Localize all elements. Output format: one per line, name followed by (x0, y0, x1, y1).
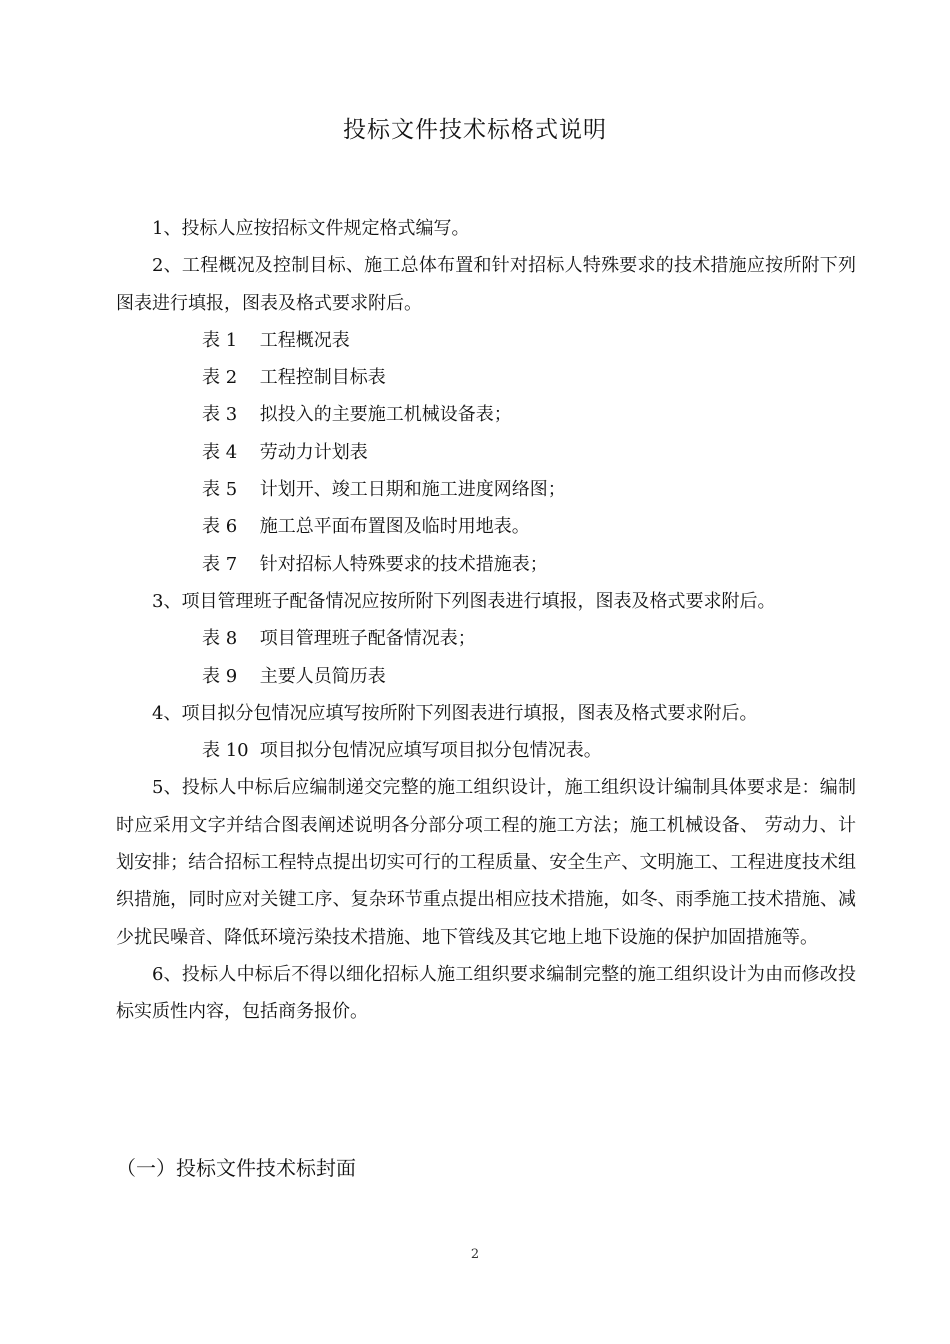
table-list-item (116, 359, 856, 396)
table-list-item (116, 434, 856, 471)
table-number: 表 7 (202, 553, 238, 575)
table-list-item (116, 471, 856, 508)
table-number: 表 2 (202, 367, 238, 389)
paragraph-6: 6、投标人中标后不得以细化招标人施工组织要求编制完整的施工组织设计为由而修改投标实质性内容，包括商务报价。 (116, 963, 856, 1023)
table-name: 项目拟分包情况应填写项目拟分包情况表。 (259, 740, 602, 762)
table-list-item (116, 508, 856, 545)
table-name: 工程概况表 (259, 329, 350, 351)
page-title: 投标文件技术标格式说明 (343, 117, 607, 143)
table-number: 表 5 (202, 479, 238, 501)
paragraph-4: 4、项目拟分包情况应填写按所附下列图表进行填报，图表及格式要求附后。 (152, 702, 758, 724)
table-list-item (116, 396, 856, 433)
table-name: 拟投入的主要施工机械设备表； (259, 404, 512, 426)
paragraph-2: 2、工程概况及控制目标、施工总体布置和针对招标人特殊要求的技术措施应按所附下列图表进行填报，图表及格式要求附后。 (116, 255, 856, 314)
paragraph-5: 5、投标人中标后应编制递交完整的施工组织设计，施工组织设计编制具体要求是：编制时应采用文字并结合图表阐述说明各分部分项工程的施工方法；施工机械设备、 劳动力、计划安排；结合招标工程特点提出切实可行的工程质量、安全生产、文明施工、工程进度技术组织措施，同时应对关键工序、复杂环节重点提出相应技术措施，如冬、雨季施工技术措施、减少扰民噪音、降低环境污染技术措施、地下管线及其它地上地下设施的保护加固措施等。 (116, 777, 856, 948)
paragraph-1: 1、投标人应按招标文件规定格式编写。 (152, 218, 470, 239)
table-list-item (116, 658, 856, 695)
paragraph-3: 3、项目管理班子配备情况应按所附下列图表进行填报，图表及格式要求附后。 (152, 590, 776, 612)
table-list-item (116, 322, 856, 359)
page-number: 2 (470, 1247, 480, 1262)
table-name: 劳动力计划表 (259, 441, 368, 463)
table-number: 表 9 (202, 665, 238, 687)
table-number: 表 4 (202, 441, 238, 463)
table-name: 项目管理班子配备情况表； (259, 628, 476, 650)
table-name: 施工总平面布置图及临时用地表。 (259, 516, 530, 538)
section-heading: （一）投标文件技术标封面 (116, 1156, 356, 1180)
table-list-item (116, 732, 856, 769)
table-number: 表 3 (202, 404, 238, 426)
table-name: 工程控制目标表 (259, 367, 386, 389)
table-number: 表 6 (202, 516, 238, 538)
table-name: 计划开、竣工日期和施工进度网络图； (259, 479, 566, 501)
table-number: 表 10 (202, 740, 249, 762)
table-name: 主要人员简历表 (259, 665, 386, 687)
table-name: 针对招标人特殊要求的技术措施表； (259, 553, 548, 575)
table-list-item (116, 620, 856, 657)
table-number: 表 1 (202, 329, 238, 351)
table-list-item (116, 546, 856, 583)
table-number: 表 8 (202, 628, 238, 650)
document-body (116, 210, 856, 1031)
